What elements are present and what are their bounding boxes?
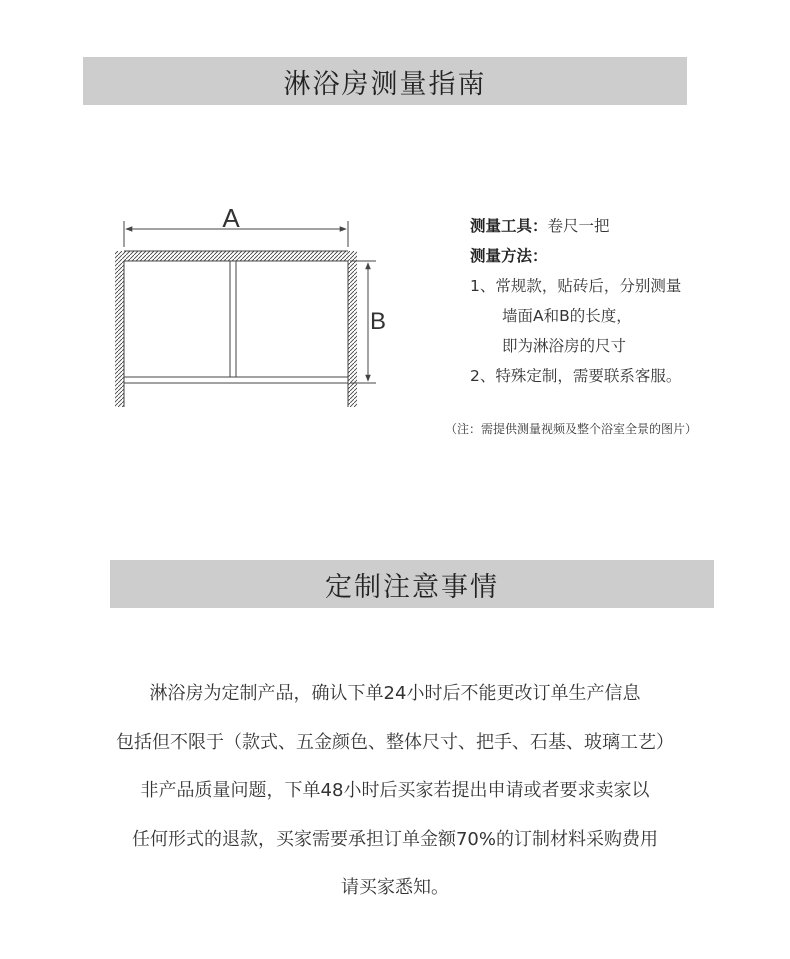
- dimension-b-label: B: [369, 308, 386, 335]
- measure-step-1-result: 即为淋浴房的尺寸: [502, 337, 627, 355]
- section-title-banner-measure: [83, 57, 687, 105]
- notice-line: 请买家悉知。: [341, 877, 449, 898]
- notice-line: 包括但不限于（款式、五金颜色、整体尺寸、把手、石基、玻璃工艺）: [116, 731, 674, 753]
- measure-tools-value: 卷尺一把: [547, 217, 610, 235]
- measure-step-2: 2、特殊定制，需要联系客服。: [470, 367, 682, 385]
- shower-measure-diagram: [110, 195, 390, 415]
- measure-tools-line: [470, 211, 681, 241]
- measure-step-1: 1、常规款，贴砖后，分别测量: [470, 277, 682, 295]
- measure-step-1-cont: 墙面A和B的长度，: [502, 307, 632, 325]
- notice-line: 任何形式的退款，买家需要承担订单金额70%的订制材料采购费用: [131, 828, 658, 850]
- custom-notice-text: [0, 670, 790, 913]
- section-title-measure: 淋浴房测量指南: [283, 68, 487, 100]
- measure-tools-label: 测量工具：: [470, 217, 548, 235]
- notice-line: 淋浴房为定制产品，确认下单24小时后不能更改订单生产信息: [149, 683, 641, 704]
- notice-line: 非产品质量问题，下单48小时后买家若提出申请或者要求卖家以: [140, 780, 650, 801]
- dimension-a-label: A: [222, 203, 240, 233]
- section-title-banner-notice: [110, 560, 714, 608]
- dimension-a: [124, 203, 348, 247]
- measure-note: （注：需提供测量视频及整个浴室全景的图片）: [445, 422, 698, 436]
- section-title-notice: 定制注意事情: [325, 571, 499, 603]
- measure-info: [470, 211, 681, 391]
- measure-method-label: 测量方法：: [470, 247, 548, 265]
- shower-frame: [124, 261, 348, 383]
